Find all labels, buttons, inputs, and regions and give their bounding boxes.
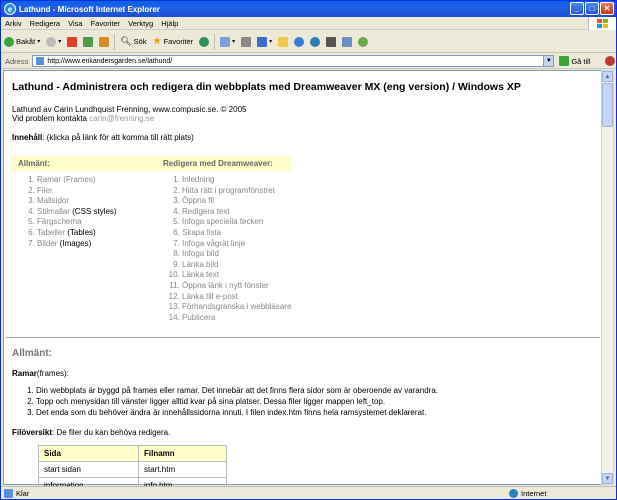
list-item[interactable]: 9. Länka bild xyxy=(182,260,291,271)
contact-email-link[interactable]: carin@frenning.se xyxy=(89,114,155,123)
zone-indicator xyxy=(509,489,546,498)
table-cell: start sidan xyxy=(39,462,139,478)
list-item[interactable]: 11. Öppna länk i nytt fönster xyxy=(182,281,291,292)
edit-icon xyxy=(257,37,267,47)
col-redigera-header: Redigera med Dreamweaver: xyxy=(157,156,291,171)
list-item[interactable]: 1. Inledning xyxy=(182,175,291,186)
list-item: 3. Det enda som du behöver ändra är innehållssidorna innuti. I filen index.htm finns hela ramsystemet deklarerat. xyxy=(36,408,594,419)
page-title: Lathund - Administrera och redigera din webbplats med Dreamweaver MX (eng version) / Windows XP xyxy=(12,81,521,93)
list-item[interactable]: 13. Förhandsgranska i webbläsare xyxy=(182,302,291,313)
list-item[interactable]: 2. Hitta rätt i programfönstret xyxy=(182,186,291,197)
redigera-list xyxy=(182,175,291,323)
folder-icon xyxy=(278,37,288,47)
toc-suffix: (Images) xyxy=(57,238,92,248)
zone-label: Internet xyxy=(521,488,547,498)
scroll-down-icon[interactable]: ▼ xyxy=(602,473,613,484)
list-item[interactable]: 14. Publicera xyxy=(182,313,291,324)
chevron-down-icon: ▾ xyxy=(269,39,273,45)
media-icon xyxy=(326,37,336,47)
stop-icon xyxy=(67,37,77,47)
list-item[interactable]: 4. Redigera text xyxy=(182,207,291,218)
list-item xyxy=(37,175,157,186)
toc-link[interactable]: Bilder xyxy=(37,238,58,248)
table-cell: start.htm xyxy=(139,462,227,478)
back-arrow-icon xyxy=(4,37,14,47)
contents-line xyxy=(12,133,594,142)
chevron-down-icon[interactable]: ▼ xyxy=(543,56,553,66)
mail-button[interactable] xyxy=(217,33,238,51)
refresh-icon xyxy=(83,37,93,47)
plugin-button[interactable] xyxy=(355,33,371,51)
chevron-down-icon: ▾ xyxy=(232,39,236,45)
status-text: Klar xyxy=(16,488,30,498)
chevron-down-icon: ▾ xyxy=(37,39,41,45)
page-content xyxy=(3,70,603,485)
tools-icon xyxy=(342,37,352,47)
ramar-rest: (frames): xyxy=(36,369,69,379)
menu-bar xyxy=(1,17,616,30)
menu-redigera[interactable]: Redigera xyxy=(29,18,61,28)
files-header-filnamn: Filnamn xyxy=(139,446,227,462)
toc-suffix: (CSS styles) xyxy=(69,206,117,216)
list-item xyxy=(37,207,157,218)
address-url: http://www.erikandersgarden.se/lathund/ xyxy=(47,57,173,65)
search-button[interactable] xyxy=(117,33,149,51)
chevron-down-icon: ▾ xyxy=(58,39,62,45)
go-arrow-icon xyxy=(559,56,569,66)
files-line xyxy=(12,428,594,437)
address-bar xyxy=(1,54,616,69)
forward-arrow-icon xyxy=(46,37,56,47)
allmant-list xyxy=(37,175,157,249)
minimize-button[interactable]: _ xyxy=(570,2,584,15)
list-item[interactable]: 5. Infoga speciella tecken xyxy=(182,217,291,228)
messenger-button[interactable] xyxy=(291,33,307,51)
history-icon xyxy=(199,37,209,47)
list-item xyxy=(37,196,157,207)
list-item[interactable]: 8. Infoga bild xyxy=(182,249,291,260)
search-label: Sök xyxy=(133,37,147,46)
vertical-scrollbar[interactable] xyxy=(601,70,614,485)
contents-table xyxy=(12,156,291,323)
history-button[interactable] xyxy=(196,33,212,51)
print-icon xyxy=(241,37,251,47)
toolbar-extra-icon[interactable] xyxy=(605,56,615,66)
ramar-line xyxy=(12,369,594,378)
toolbar xyxy=(1,31,616,53)
status-bar xyxy=(1,486,616,499)
toc-suffix: (Tables) xyxy=(65,227,96,237)
list-item[interactable]: 3. Öppna fil xyxy=(182,196,291,207)
globe-icon xyxy=(310,37,320,47)
contents-hint: : (klicka på länk för att komma till rätt plats) xyxy=(42,133,194,142)
ramar-list xyxy=(36,386,594,418)
home-icon xyxy=(99,37,109,47)
list-item[interactable]: 10. Länka text xyxy=(182,270,291,281)
ie-icon: e xyxy=(4,3,16,15)
menu-verktyg[interactable]: Verktyg xyxy=(128,18,154,28)
address-input[interactable] xyxy=(32,55,554,67)
list-item xyxy=(37,239,157,250)
page-icon xyxy=(36,57,44,65)
search-icon: 🔍︎ xyxy=(120,36,132,46)
menu-visa[interactable]: Visa xyxy=(68,18,83,28)
page-status-icon xyxy=(4,489,13,498)
toc-link[interactable]: Tabeller xyxy=(37,227,66,237)
print-button[interactable] xyxy=(238,33,254,51)
list-item xyxy=(37,228,157,239)
refresh-button[interactable] xyxy=(80,33,96,51)
list-item: 2. Topp och menysidan till vänster ligger alltid kvar på sina platser. Dessa filer ligger mappen left_top. xyxy=(36,397,594,408)
mail-icon xyxy=(220,37,230,47)
go-label: Gå till xyxy=(571,56,591,66)
globe-button[interactable] xyxy=(307,33,323,51)
plugin-icon xyxy=(358,37,368,47)
list-item[interactable]: 6. Skapa lista xyxy=(182,228,291,239)
scroll-thumb[interactable] xyxy=(602,83,613,127)
star-icon: ★ xyxy=(152,36,162,47)
title-bar xyxy=(1,1,616,17)
divider xyxy=(6,337,600,338)
toc-link[interactable]: Färgschema xyxy=(37,217,82,227)
contents-label: Innehåll xyxy=(12,133,43,142)
list-item[interactable]: 12. Länka till e-post xyxy=(182,292,291,303)
close-button[interactable]: ✕ xyxy=(600,2,614,15)
windows-logo-icon xyxy=(588,17,616,30)
menu-arkiv[interactable]: Arkiv xyxy=(5,18,22,28)
list-item xyxy=(37,217,157,228)
window-title: Lathund - Microsoft Internet Explorer xyxy=(19,4,160,14)
go-button[interactable] xyxy=(559,56,590,66)
home-button[interactable] xyxy=(96,33,112,51)
toc-link[interactable]: Stilmallar xyxy=(37,206,70,216)
contact-line xyxy=(12,114,594,123)
files-rest: : De filer du kan behöva redigera. xyxy=(52,428,171,438)
toc-link[interactable]: Filer xyxy=(37,185,53,195)
byline: Lathund av Carin Lundhquist Frenning, www.compusic.se. © 2005 xyxy=(12,105,247,114)
col-allmant-header: Allmänt: xyxy=(12,156,157,171)
tools-button[interactable] xyxy=(339,33,355,51)
media-button[interactable] xyxy=(323,33,339,51)
contact-prefix: Vid problem kontakta xyxy=(12,114,90,123)
toc-link[interactable]: Mallsidor xyxy=(37,196,70,206)
address-label: Adress xyxy=(5,56,29,66)
messenger-icon xyxy=(294,37,304,47)
section-heading-allmant: Allmänt: xyxy=(12,348,52,360)
folder-button[interactable] xyxy=(275,33,291,51)
edit-button[interactable] xyxy=(254,33,275,51)
back-label: Bakåt xyxy=(16,37,36,46)
menu-hjalp[interactable]: Hjälp xyxy=(161,18,179,28)
scroll-up-icon[interactable]: ▲ xyxy=(602,71,613,82)
table-row xyxy=(39,462,227,478)
ramar-label: Ramar xyxy=(12,369,37,379)
favorites-label: Favoriter xyxy=(163,37,194,46)
favorites-button[interactable] xyxy=(150,33,197,51)
files-header-sida: Sida xyxy=(39,446,139,462)
files-label: Filöversikt xyxy=(12,428,53,438)
globe-icon xyxy=(509,489,518,498)
list-item[interactable]: 7. Infoga vågrät linje xyxy=(182,239,291,250)
back-button[interactable] xyxy=(1,33,43,51)
forward-button[interactable] xyxy=(43,33,64,51)
stop-button[interactable] xyxy=(64,33,80,51)
list-item: 1. Din webbplats är byggd på frames eller ramar. Det innebär att det finns flera sidor som är oberoende av varandra. xyxy=(36,386,594,397)
toc-link[interactable]: Ramar (Frames) xyxy=(37,175,96,184)
list-item xyxy=(37,186,157,197)
maximize-button[interactable]: □ xyxy=(585,2,599,15)
menu-favoriter[interactable]: Favoriter xyxy=(90,18,121,28)
